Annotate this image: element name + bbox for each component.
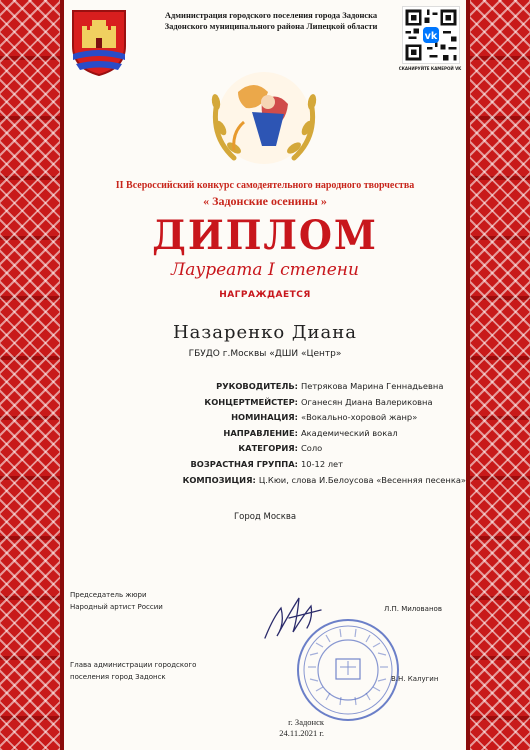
winner-name: Назаренко Диана [172, 322, 358, 343]
head-line-2: поселения город Задонск [70, 673, 166, 681]
detail-label: КОНЦЕРТМЕЙСТЕР: [204, 396, 298, 407]
festival-emblem-icon [204, 62, 324, 180]
right-ornament-border [470, 0, 530, 750]
detail-row [64, 426, 466, 442]
date: 24.11.2021 г. [279, 728, 324, 738]
detail-value: Оганесян Диана Валериковна [301, 396, 433, 407]
administration-head-title [70, 659, 196, 683]
detail-value: Академический вокал [301, 427, 398, 438]
administration-header [146, 10, 396, 32]
place: г. Задонск [288, 717, 324, 727]
qr-caption: СКАНИРУЙТЕ КАМЕРОЙ VK [398, 66, 462, 71]
admin-line-2: Задонского муниципального района Липецкой области [164, 21, 378, 31]
detail-label: ВОЗРАСТНАЯ ГРУППА: [190, 458, 298, 469]
place-and-date [214, 717, 324, 739]
coat-of-arms-icon [70, 8, 128, 78]
detail-value: 10-12 лет [301, 458, 343, 469]
detail-label: КОМПОЗИЦИЯ: [182, 474, 256, 485]
detail-row [64, 410, 466, 426]
winner-school: ГБУДО г.Москвы «ДШИ «Центр» [188, 349, 342, 359]
detail-value: Ц.Кюи, слова И.Белоусова «Весенняя песенка» [258, 474, 466, 485]
jury-line-1: Председатель жюри [70, 591, 147, 599]
detail-row [64, 395, 466, 411]
diploma-title: ДИПЛОМ [152, 212, 378, 259]
head-line-1: Глава администрации городского [70, 661, 197, 669]
detail-label: РУКОВОДИТЕЛЬ: [216, 381, 298, 391]
detail-value: «Вокально-хоровой жанр» [301, 412, 418, 423]
svg-text:vk: vk [424, 31, 438, 42]
detail-label: НАПРАВЛЕНИЕ: [223, 427, 298, 438]
detail-row [64, 457, 466, 473]
city-line: Город Москва [233, 512, 297, 522]
contest-name: « Задонские осенины » [203, 194, 327, 208]
awarded-label: НАГРАЖДАЕТСЯ [219, 290, 311, 300]
detail-row [64, 379, 466, 395]
left-ornament-border [0, 0, 60, 750]
right-border-edge [466, 0, 470, 750]
official-stamp-icon [288, 615, 408, 725]
detail-label: КАТЕГОРИЯ: [238, 443, 298, 454]
detail-row [64, 441, 466, 457]
detail-value: Петрякова Марина Геннадьевна [301, 381, 444, 391]
contest-description: II Всероссийский конкурс самодеятельного народного творчества [115, 180, 415, 191]
admin-line-1: Администрация городского поселения города Задонска [164, 10, 378, 20]
administration-head-name: В.Н. Калугин [391, 675, 439, 683]
detail-row [64, 473, 466, 489]
jury-line-2: Народный артист России [70, 603, 163, 611]
award-details [64, 379, 466, 488]
detail-label: НОМИНАЦИЯ: [231, 412, 298, 423]
detail-value: Соло [301, 443, 323, 454]
diploma-body [64, 0, 466, 750]
laureate-degree: Лауреата I степени [171, 260, 359, 280]
jury-chair-title [70, 589, 163, 613]
qr-code-icon [402, 6, 460, 64]
jury-chair-name: Л.П. Милованов [384, 605, 442, 613]
